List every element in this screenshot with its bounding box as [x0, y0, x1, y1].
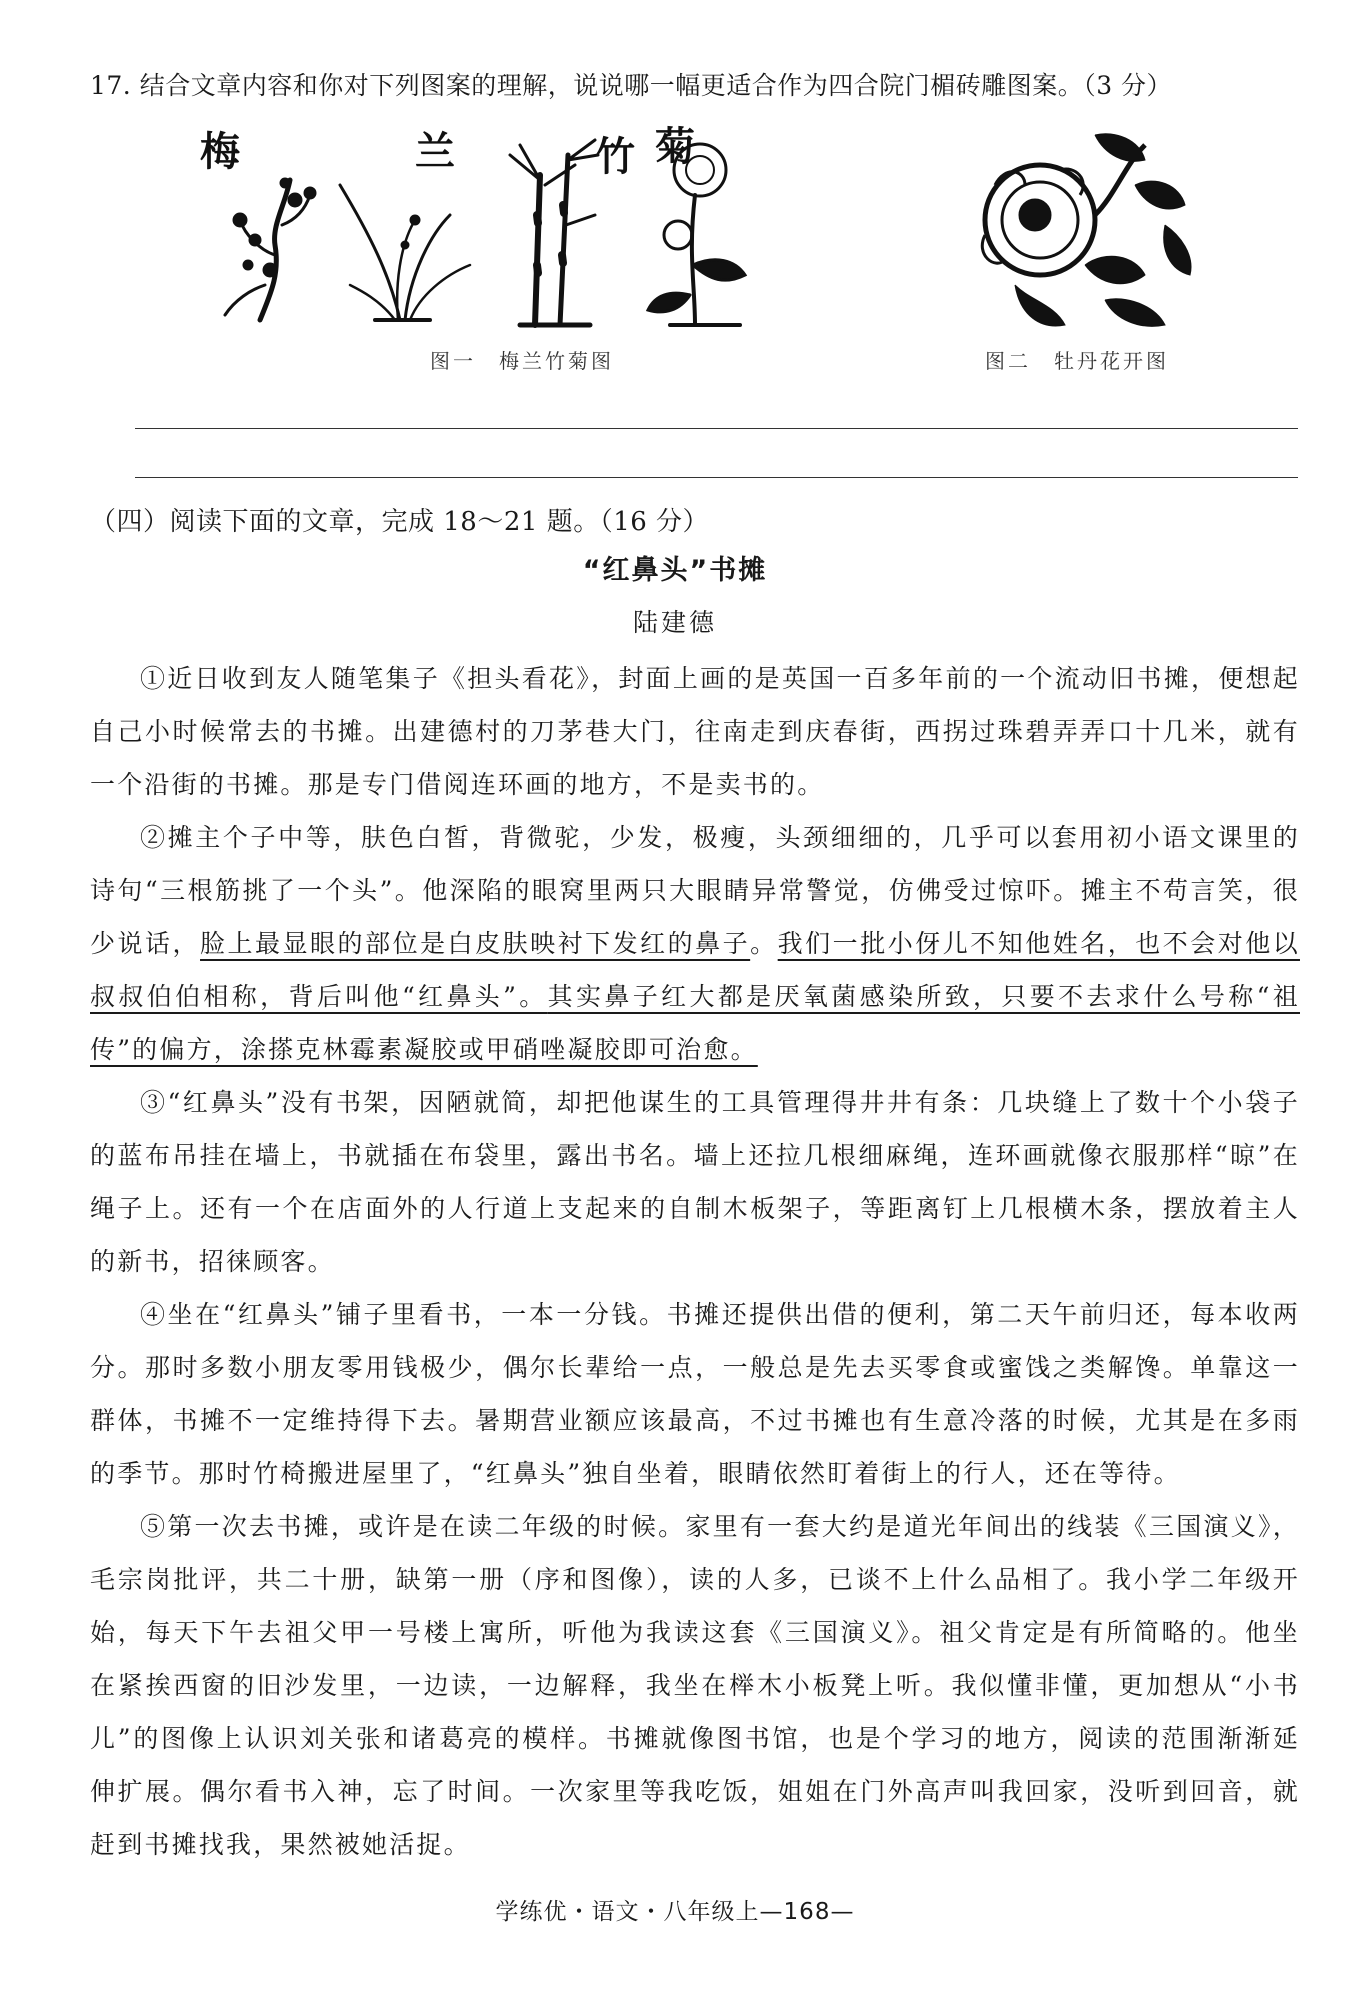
answer-line-1	[135, 428, 1298, 429]
paragraph-2-text-b: 。	[750, 929, 778, 958]
plum-orchid-bamboo-chrysanthemum-illustration	[200, 125, 760, 335]
paragraph-2-text-a: ②摊主个子中等，肤色白皙，背微驼，少发，极瘦，头颈细细的，几乎可以套用初小语文课里的诗句“三根筋挑了一个头”。他深陷的眼窝里两只大眼睛异常警觉，仿佛受过惊吓。摊主不苟言笑，很少说话，	[90, 823, 1300, 958]
article-title: “红鼻头”书摊	[582, 555, 768, 586]
section-4-heading: （四）阅读下面的文章，完成 18～21 题。（16 分）	[90, 507, 710, 537]
page-footer: 学练优・语文・八年级上—168—	[495, 1899, 855, 1925]
question-17: 17. 结合文章内容和你对下列图案的理解，说说哪一幅更适合作为四合院门楣砖雕图案。（3 分）	[90, 71, 1173, 100]
paragraph-2	[90, 811, 1300, 1076]
paragraph-5: ⑤第一次去书摊，或许是在读二年级的时候。家里有一套大约是道光年间出的线装《三国演义》，毛宗岗批评，共二十册，缺第一册（序和图像），读的人多，已谈不上什么品相了。我小学二年级开始，每天下午去祖父甲一号楼上寓所，听他为我读这套《三国演义》。祖父肯定是有所简略的。他坐在紧挨西窗的旧沙发里，一边读，一边解释，我坐在榉木小板凳上听。我似懂非懂，更加想从“小书儿”的图像上认识刘关张和诸葛亮的模样。书摊就像图书馆，也是个学习的地方，阅读的范围渐渐延伸扩展。偶尔看书入神，忘了时间。一次家里等我吃饭，姐姐在门外高声叫我回家，没听到回音，就赶到书摊找我，果然被她活捉。	[90, 1512, 1300, 1859]
fig1-char-zhu: 竹	[595, 133, 635, 180]
underlined-sentence-2: 我们一批小伢儿不知他姓名，也不会对他以叔叔伯伯相称，背后叫他“红鼻头”。	[90, 929, 1300, 1011]
fig1-char-mei: 梅	[200, 128, 240, 175]
paragraph-3: ③“红鼻头”没有书架，因陋就简，却把他谋生的工具管理得井井有条：几块缝上了数十个小袋子的蓝布吊挂在墙上，书就插在布袋里，露出书名。墙上还拉几根细麻绳，连环画就像衣服那样“晾”在绳子上。还有一个在店面外的人行道上支起来的自制木板架子，等距离钉上几根横木条，摆放着主人的新书，招徕顾客。	[90, 1088, 1300, 1276]
figure-area	[200, 125, 1250, 385]
paragraph-4: ④坐在“红鼻头”铺子里看书，一本一分钱。书摊还提供出借的便利，第二天午前归还，每本收两分。那时多数小朋友零用钱极少，偶尔长辈给一点，一般总是先去买零食或蜜饯之类解馋。单靠这一群体，书摊不一定维持得下去。暑期营业额应该最高，不过书摊也有生意冷落的时候，尤其是在多雨的季节。那时竹椅搬进屋里了，“红鼻头”独自坐着，眼睛依然盯着街上的行人，还在等待。	[90, 1300, 1300, 1488]
fig1-char-ju: 菊	[655, 125, 695, 170]
peony-illustration	[965, 125, 1205, 335]
answer-line-2	[135, 477, 1298, 478]
underlined-sentence-1: 脸上最显眼的部位是白皮肤映衬下发红的鼻子	[200, 929, 751, 958]
figure-2-caption: 图二 牡丹花开图	[985, 349, 1169, 373]
article-author: 陆建德	[632, 608, 717, 637]
paragraph-1: ①近日收到友人随笔集子《担头看花》，封面上画的是英国一百多年前的一个流动旧书摊，便想起自己小时候常去的书摊。出建德村的刀茅巷大门，往南走到庆春街，西拐过珠碧弄弄口十几米，就有一个沿街的书摊。那是专门借阅连环画的地方，不是卖书的。	[90, 664, 1300, 799]
article-body	[90, 652, 1300, 1871]
underlined-sentence-3: 其实鼻子红大都是厌氧菌感染所致，只要不去求什么号称“祖传”的偏方，涂搽克林霉素凝胶或甲硝唑凝胶即可治愈。	[90, 982, 1300, 1064]
figure-1-caption: 图一 梅兰竹菊图	[430, 349, 614, 373]
fig1-char-lan: 兰	[415, 128, 455, 175]
